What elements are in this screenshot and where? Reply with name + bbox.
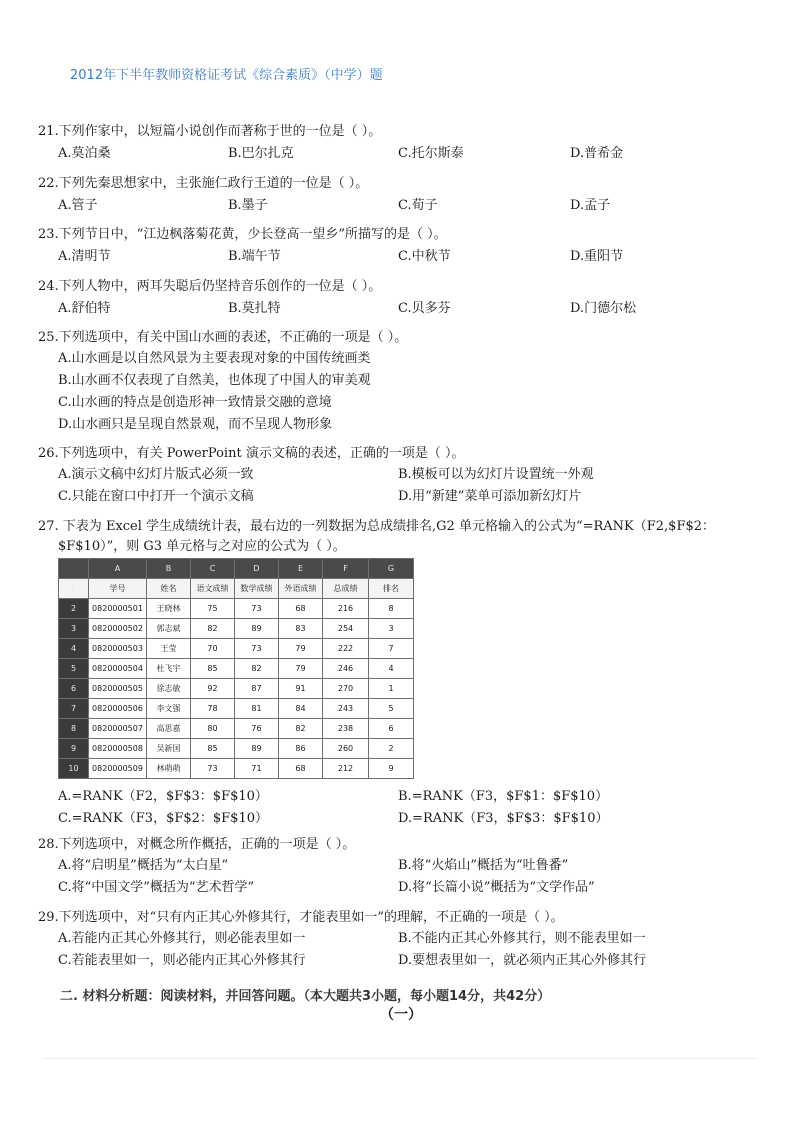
divider — [42, 1058, 758, 1059]
table-cell: 7 — [369, 639, 414, 659]
table-cell: 9 — [369, 759, 414, 779]
column-letter: A — [89, 559, 147, 579]
option-a: A.山水画是以自然风景为主要表现对象的中国传统画类 — [58, 351, 371, 366]
table-row — [59, 619, 414, 639]
table-cell: 79 — [279, 659, 323, 679]
option-b: B.模板可以为幻灯片设置统一外观 — [398, 467, 594, 482]
question-stem-continued: $F$10）”，则 G3 单元格与之对应的公式为（ ）。 — [58, 539, 346, 554]
question-stem: 23.下列节日中，“江边枫落菊花黄，少长登高一望乡”所描写的是（ ）。 — [38, 227, 447, 242]
row-number: 2 — [59, 599, 89, 619]
question-stem: 22.下列先秦思想家中，主张施仁政行王道的一位是（ ）。 — [38, 176, 369, 191]
table-cell: 0820000508 — [89, 739, 147, 759]
column-letter: D — [235, 559, 279, 579]
table-cell: 91 — [279, 679, 323, 699]
option-d: D.普希金 — [570, 146, 624, 161]
question-stem: 28.下列选项中，对概念所作概括，正确的一项是（ ）。 — [38, 837, 356, 852]
question-24 — [38, 277, 778, 319]
table-cell: 238 — [323, 719, 369, 739]
question-stem: 25.下列选项中，有关中国山水画的表述，不正确的一项是（ ）。 — [38, 330, 408, 345]
option-a: A.莫泊桑 — [58, 146, 111, 161]
option-b: B.将“火焰山”概括为“吐鲁番” — [398, 858, 569, 873]
question-23 — [38, 225, 778, 267]
row-number: 4 — [59, 639, 89, 659]
question-27 — [38, 517, 778, 557]
option-b: B.端午节 — [228, 249, 281, 264]
column-letter: C — [191, 559, 235, 579]
table-cell: 82 — [191, 619, 235, 639]
row-number: 10 — [59, 759, 89, 779]
question-21 — [38, 122, 778, 164]
table-cell: 68 — [279, 759, 323, 779]
table-cell: 5 — [369, 699, 414, 719]
question-22 — [38, 174, 778, 216]
option-a: A.=RANK（F2，$F$3：$F$10） — [58, 789, 268, 804]
column-letter-row — [59, 559, 414, 579]
table-cell: 85 — [191, 659, 235, 679]
header-cell: 姓名 — [147, 579, 191, 599]
option-b: B.=RANK（F3，$F$1：$F$10） — [398, 789, 609, 804]
table-row — [59, 659, 414, 679]
option-c: C.贝多芬 — [398, 301, 451, 316]
table-cell: 80 — [191, 719, 235, 739]
table-cell: 222 — [323, 639, 369, 659]
table-cell: 70 — [191, 639, 235, 659]
table-cell: 87 — [235, 679, 279, 699]
table-cell: 76 — [235, 719, 279, 739]
table-cell: 吴新国 — [147, 739, 191, 759]
table-cell: 徐志敏 — [147, 679, 191, 699]
table-cell: 0820000509 — [89, 759, 147, 779]
table-cell: 84 — [279, 699, 323, 719]
option-a: A.管子 — [58, 198, 98, 213]
row-number: 5 — [59, 659, 89, 679]
table-cell: 8 — [369, 599, 414, 619]
table-cell: 李文强 — [147, 699, 191, 719]
table-cell: 3 — [369, 619, 414, 639]
table-cell: 82 — [279, 719, 323, 739]
option-c: C.中秋节 — [398, 249, 451, 264]
table-cell: 0820000504 — [89, 659, 147, 679]
header-cell: 学号 — [89, 579, 147, 599]
table-cell: 254 — [323, 619, 369, 639]
option-b: B.莫扎特 — [228, 301, 281, 316]
table-cell: 270 — [323, 679, 369, 699]
table-cell: 2 — [369, 739, 414, 759]
table-cell: 82 — [235, 659, 279, 679]
table-cell: 78 — [191, 699, 235, 719]
question-stem: 24.下列人物中，两耳失聪后仍坚持音乐创作的一位是（ ）。 — [38, 279, 382, 294]
option-d: D.山水画只是呈现自然景观，而不呈现人物形象 — [58, 417, 333, 432]
option-c: C.=RANK（F3，$F$2：$F$10） — [58, 811, 268, 826]
row-number: 6 — [59, 679, 89, 699]
option-a: A.若能内正其心外修其行，则必能表里如一 — [58, 931, 306, 946]
option-a: A.演示文稿中幻灯片版式必须一致 — [58, 467, 254, 482]
table-row — [59, 759, 414, 779]
table-cell: 68 — [279, 599, 323, 619]
header-cell: 数学成绩 — [235, 579, 279, 599]
option-c: C.只能在窗口中打开一个演示文稿 — [58, 489, 254, 504]
question-stem: 27. 下表为 Excel 学生成绩统计表，最右边的一列数据为总成绩排名,G2 单元格输入的公式为“=RANK（F2,$F$2： — [38, 519, 716, 534]
question-28 — [38, 835, 778, 899]
table-cell: 86 — [279, 739, 323, 759]
table-cell: 0820000501 — [89, 599, 147, 619]
table-cell: 0820000506 — [89, 699, 147, 719]
section-heading: 二. 材料分析题：阅读材料，并回答问题。（本大题共3小题，每小题14分，共42分） — [60, 989, 551, 1004]
question-25 — [38, 328, 778, 436]
table-cell: 王晓林 — [147, 599, 191, 619]
option-a: A.舒伯特 — [58, 301, 111, 316]
row-number: 9 — [59, 739, 89, 759]
question-29 — [38, 908, 778, 972]
table-cell: 75 — [191, 599, 235, 619]
option-b: B.不能内正其心外修其行，则不能表里如一 — [398, 931, 646, 946]
table-row — [59, 639, 414, 659]
corner-cell — [59, 559, 89, 579]
table-cell: 212 — [323, 759, 369, 779]
option-c: C.山水画的特点是创造形神一致情景交融的意境 — [58, 395, 332, 410]
table-cell: 71 — [235, 759, 279, 779]
question-stem: 21.下列作家中，以短篇小说创作而著称于世的一位是（ ）。 — [38, 124, 382, 139]
table-cell: 89 — [235, 619, 279, 639]
table-cell: 243 — [323, 699, 369, 719]
table-row — [59, 739, 414, 759]
table-row — [59, 699, 414, 719]
option-b: B.巴尔扎克 — [228, 146, 294, 161]
option-d: D.用“新建”菜单可添加新幻灯片 — [398, 489, 582, 504]
row-number: 7 — [59, 699, 89, 719]
option-b: B.山水画不仅表现了自然美，也体现了中国人的审美观 — [58, 373, 371, 388]
row-number: 8 — [59, 719, 89, 739]
row-number: 1 — [59, 579, 89, 599]
column-letter: B — [147, 559, 191, 579]
header-cell: 排名 — [369, 579, 414, 599]
table-cell: 0820000505 — [89, 679, 147, 699]
table-cell: 0820000507 — [89, 719, 147, 739]
table-cell: 89 — [235, 739, 279, 759]
option-c: C.若能表里如一，则必能内正其心外修其行 — [58, 953, 306, 968]
table-cell: 0820000502 — [89, 619, 147, 639]
option-d: D.重阳节 — [570, 249, 624, 264]
table-cell: 73 — [235, 599, 279, 619]
document-title: 2012年下半年教师资格证考试《综合素质》（中学）题 — [70, 68, 383, 83]
table-cell: 216 — [323, 599, 369, 619]
table-cell: 王莹 — [147, 639, 191, 659]
table-cell: 246 — [323, 659, 369, 679]
table-cell: 81 — [235, 699, 279, 719]
column-letter: E — [279, 559, 323, 579]
header-cell: 语文成绩 — [191, 579, 235, 599]
table-cell: 73 — [191, 759, 235, 779]
option-d: D.将“长篇小说”概括为“文学作品” — [398, 880, 595, 895]
option-d: D.=RANK（F3，$F$3：$F$10） — [398, 811, 609, 826]
table-cell: 260 — [323, 739, 369, 759]
option-d: D.门德尔松 — [570, 301, 637, 316]
table-cell: 林萌萌 — [147, 759, 191, 779]
question-27-options — [38, 786, 778, 830]
column-letter: F — [323, 559, 369, 579]
question-26 — [38, 444, 778, 508]
table-cell: 85 — [191, 739, 235, 759]
table-cell: 6 — [369, 719, 414, 739]
option-d: D.孟子 — [570, 198, 611, 213]
option-c: C.荀子 — [398, 198, 438, 213]
table-row — [59, 599, 414, 619]
table-row — [59, 679, 414, 699]
table-cell: 杜飞宇 — [147, 659, 191, 679]
table-cell: 高思嘉 — [147, 719, 191, 739]
table-cell: 1 — [369, 679, 414, 699]
table-cell: 79 — [279, 639, 323, 659]
option-b: B.墨子 — [228, 198, 268, 213]
table-row — [59, 719, 414, 739]
option-d: D.要想表里如一，就必须内正其心外修其行 — [398, 953, 647, 968]
option-a: A.将“启明星”概括为“太白星” — [58, 858, 229, 873]
subsection-heading: （一） — [380, 1007, 422, 1023]
option-c: C.将“中国文学”概括为“艺术哲学” — [58, 880, 255, 895]
column-letter: G — [369, 559, 414, 579]
question-stem: 29.下列选项中，对“只有内正其心外修其行，才能表里如一”的理解，不正确的一项是（ ）。 — [38, 910, 564, 925]
table-cell: 0820000503 — [89, 639, 147, 659]
row-number: 3 — [59, 619, 89, 639]
excel-score-table — [58, 558, 414, 779]
table-cell: 73 — [235, 639, 279, 659]
option-c: C.托尔斯泰 — [398, 146, 464, 161]
header-row — [59, 579, 414, 599]
table-cell: 郭志斌 — [147, 619, 191, 639]
question-stem: 26.下列选项中，有关 PowerPoint 演示文稿的表述，正确的一项是（ ）。 — [38, 446, 465, 461]
header-cell: 外语成绩 — [279, 579, 323, 599]
table-cell: 83 — [279, 619, 323, 639]
table-cell: 4 — [369, 659, 414, 679]
header-cell: 总成绩 — [323, 579, 369, 599]
option-a: A.清明节 — [58, 249, 111, 264]
table-cell: 92 — [191, 679, 235, 699]
